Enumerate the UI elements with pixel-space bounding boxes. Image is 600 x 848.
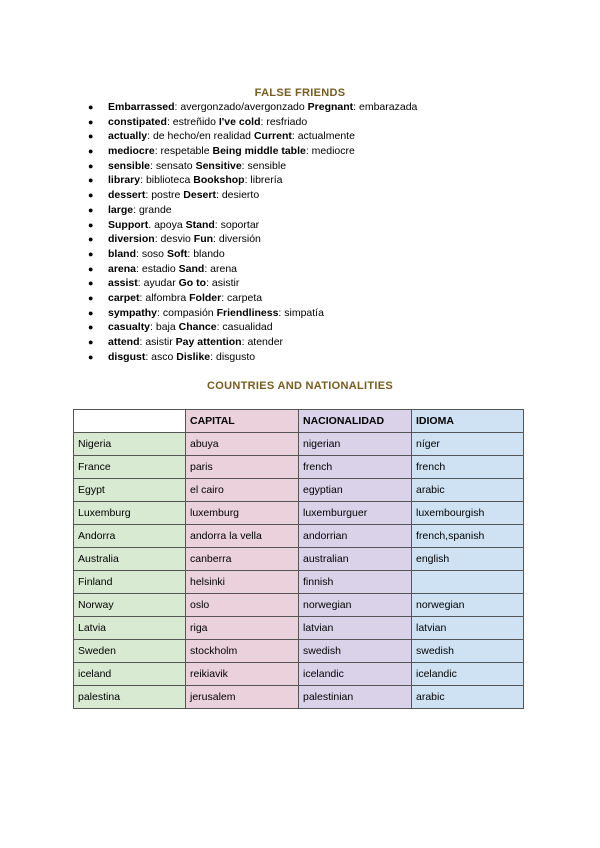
bullet-icon: ● [88,292,94,303]
nationality-cell: finnish [299,571,412,594]
english-word: Bookshop [193,174,245,187]
translation-text: : avergonzado/avergonzado [174,101,308,113]
false-friend-item [86,276,417,291]
bullet-icon: ● [88,146,94,157]
nationality-cell: swedish [299,640,412,663]
country-cell: Sweden [74,640,186,663]
bullet-icon: ● [88,160,94,171]
capital-cell: riga [186,617,299,640]
translation-text: : librería [244,174,283,187]
translation-text: : ayudar [137,277,179,290]
translation-text: : carpeta [221,291,263,304]
country-cell: Nigeria [74,433,186,456]
false-friends-list [86,100,417,364]
header-idioma: IDIOMA [412,410,524,433]
table-row [74,548,524,571]
english-word: Stand [185,218,215,231]
table-header-row [74,410,524,433]
translation-text: : arena [204,262,238,275]
translation-text: : grande [133,203,172,216]
translation-text: : compasión [157,306,217,319]
english-word: constipated [108,115,167,128]
language-cell: french [412,456,524,479]
table-row [74,433,524,456]
english-word: Desert [183,189,216,202]
english-word: Dislike [176,350,211,363]
language-cell: latvian [412,617,524,640]
english-word: disgust [108,350,146,363]
english-word: Pay attention [175,336,242,348]
translation-text: : embarazada [353,101,418,113]
nationality-cell: icelandic [299,663,412,686]
english-word: Folder [189,291,222,304]
english-word: casualty [108,321,151,334]
capital-cell: oslo [186,594,299,617]
english-word: actually [108,130,148,143]
country-cell: Andorra [74,525,186,548]
language-cell: english [412,548,524,571]
bullet-icon: ● [88,278,94,289]
english-word: Pregnant [307,101,354,113]
false-friend-item [86,232,417,247]
false-friend-item [86,247,417,262]
table-row [74,479,524,502]
english-word: mediocre [108,145,155,158]
country-cell: France [74,456,186,479]
english-word: diversion [108,233,155,246]
false-friend-item [86,144,417,159]
translation-text: : atender [241,336,284,348]
translation-text: : simpatía [278,306,324,319]
translation-text: : alfombra [139,291,190,304]
table-row [74,617,524,640]
english-word: I've cold [218,115,261,128]
english-word: library [108,174,141,187]
bullet-icon: ● [88,234,94,245]
bullet-icon: ● [88,322,94,333]
english-word: attend [108,336,140,348]
table-row [74,640,524,663]
table-row [74,571,524,594]
translation-text: : casualidad [216,321,273,334]
translation-text: : baja [150,321,179,334]
translation-text: : desvio [154,233,194,246]
false-friend-item [86,350,417,365]
translation-text: : biblioteca [140,174,194,187]
translation-text: : soso [136,247,167,260]
english-word: assist [108,277,138,290]
false-friend-item [86,306,417,321]
country-cell: Egypt [74,479,186,502]
capital-cell: stockholm [186,640,299,663]
nationality-cell: nigerian [299,433,412,456]
bullet-icon: ● [88,219,94,230]
nationality-cell: latvian [299,617,412,640]
false-friend-item [86,262,417,277]
bullet-icon: ● [88,190,94,201]
nationality-cell: norwegian [299,594,412,617]
countries-title: COUNTRIES AND NATIONALITIES [207,380,393,392]
translation-text: : actualmente [291,130,355,143]
bullet-icon: ● [88,351,94,362]
language-cell: níger [412,433,524,456]
capital-cell: el cairo [186,479,299,502]
nationality-cell: andorrian [299,525,412,548]
translation-text: : sensible [241,159,287,172]
false-friend-item [86,320,417,335]
false-friend-item [86,129,417,144]
translation-text: : estadio [136,262,179,275]
english-word: arena [108,262,137,275]
capital-cell: helsinki [186,571,299,594]
table-row [74,686,524,709]
english-word: Support [108,218,149,231]
nationality-cell: palestinian [299,686,412,709]
translation-text: : mediocre [305,145,355,158]
english-word: Fun [193,233,214,246]
translation-text: : resfriado [260,115,308,128]
translation-text: : asistir [139,336,176,348]
nationality-cell: french [299,456,412,479]
capital-cell: jerusalem [186,686,299,709]
false-friends-title: FALSE FRIENDS [254,87,346,99]
english-word: sympathy [108,306,158,319]
country-cell: Norway [74,594,186,617]
bullet-icon: ● [88,307,94,318]
translation-text: : de hecho/en realidad [147,130,254,143]
translation-text: : disgusto [210,350,256,363]
country-cell: Finland [74,571,186,594]
english-word: Being middle table [212,145,306,158]
bullet-icon: ● [88,248,94,259]
bullet-icon: ● [88,116,94,127]
capital-cell: luxemburg [186,502,299,525]
table-row [74,456,524,479]
table-row [74,663,524,686]
translation-text: : estreñido [166,115,219,128]
translation-text: : asistir [206,277,240,290]
language-cell: swedish [412,640,524,663]
language-cell: norwegian [412,594,524,617]
country-cell: palestina [74,686,186,709]
header-capital: CAPITAL [186,410,299,433]
translation-text: : soportar [214,218,260,231]
english-word: Sensitive [195,159,242,172]
english-word: carpet [108,291,140,304]
english-word: Soft [166,247,188,260]
header-blank [74,410,186,433]
capital-cell: andorra la vella [186,525,299,548]
false-friend-item [86,100,417,115]
false-friend-item [86,159,417,174]
false-friend-item [86,291,417,306]
language-cell: french,spanish [412,525,524,548]
translation-text: : diversión [213,233,261,246]
bullet-icon: ● [88,263,94,274]
false-friend-item [86,218,417,233]
capital-cell: canberra [186,548,299,571]
english-word: Chance [178,321,217,334]
countries-table [73,409,524,709]
translation-text: : postre [145,189,184,202]
language-cell: arabic [412,686,524,709]
bullet-icon: ● [88,175,94,186]
english-word: sensible [108,159,151,172]
capital-cell: abuya [186,433,299,456]
bullet-icon: ● [88,337,94,347]
english-word: dessert [108,189,146,202]
translation-text: : blando [187,247,225,260]
language-cell: arabic [412,479,524,502]
country-cell: Australia [74,548,186,571]
false-friend-item [86,115,417,130]
country-cell: iceland [74,663,186,686]
false-friend-item [86,335,417,350]
bullet-icon: ● [88,102,94,112]
translation-text: : sensato [150,159,196,172]
english-word: Go to [178,277,207,290]
false-friend-item [86,203,417,218]
language-cell [412,571,524,594]
english-word: Current [253,130,292,143]
nationality-cell: egyptian [299,479,412,502]
language-cell: icelandic [412,663,524,686]
capital-cell: reikiavik [186,663,299,686]
header-nacionalidad: NACIONALIDAD [299,410,412,433]
language-cell: luxembourgish [412,502,524,525]
translation-text: : desierto [215,189,260,202]
english-word: Embarrassed [108,101,175,113]
country-cell: Latvia [74,617,186,640]
translation-text: . apoya [148,218,186,231]
bullet-icon: ● [88,131,94,142]
english-word: Friendliness [216,306,279,319]
bullet-icon: ● [88,204,94,215]
country-cell: Luxemburg [74,502,186,525]
english-word: large [108,203,134,216]
table-row [74,594,524,617]
nationality-cell: luxemburguer [299,502,412,525]
translation-text: : respetable [154,145,213,158]
english-word: bland [108,247,136,260]
false-friend-item [86,188,417,203]
nationality-cell: australian [299,548,412,571]
false-friend-item [86,173,417,188]
table-row [74,502,524,525]
capital-cell: paris [186,456,299,479]
translation-text: : asco [145,350,177,363]
english-word: Sand [178,262,205,275]
table-row [74,525,524,548]
